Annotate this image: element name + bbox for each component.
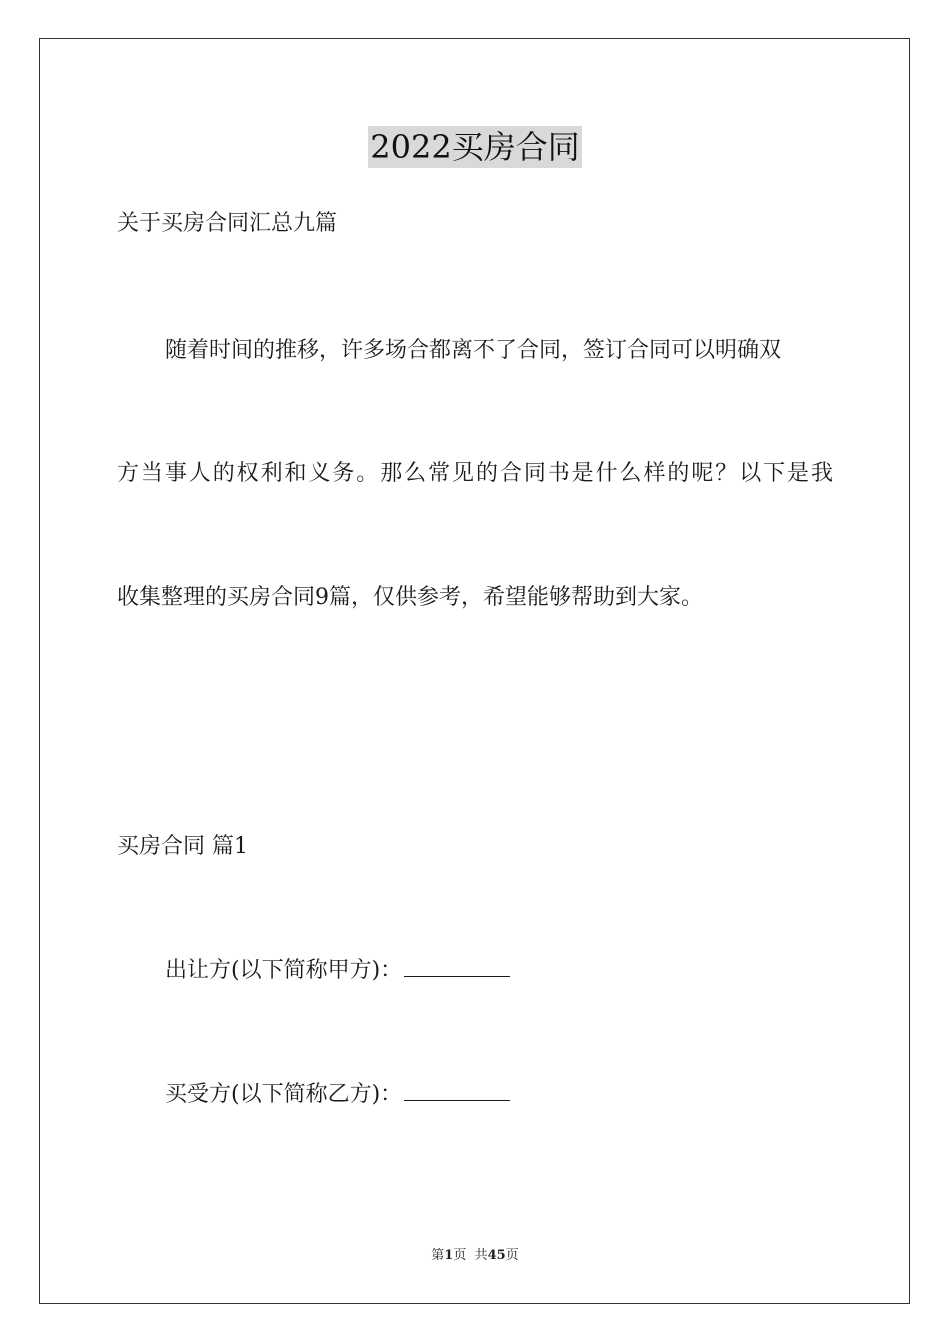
party-b-blank-field[interactable]: [404, 1080, 510, 1101]
intro-paragraph-line-2: 方当事人的权利和义务。那么常见的合同书是什么样的呢？以下是我: [117, 461, 833, 486]
party-a-label: 出让方(以下简称甲方)：: [165, 958, 403, 983]
footer-page-prefix: 第: [431, 1248, 445, 1263]
party-a-row: [165, 956, 510, 986]
party-a-blank-field[interactable]: [404, 956, 510, 977]
intro-paragraph-line-3: 收集整理的买房合同9篇，仅供参考，希望能够帮助到大家。: [117, 585, 703, 610]
footer-page-suffix: 页: [505, 1248, 519, 1263]
footer-page-mid: 页 共: [453, 1248, 488, 1263]
footer-page-current: 1: [444, 1248, 454, 1263]
document-subtitle: 关于买房合同汇总九篇: [117, 211, 338, 236]
section-heading: 买房合同 篇1: [117, 834, 248, 859]
party-b-row: [165, 1080, 510, 1110]
document-title: 2022买房合同: [370, 128, 580, 166]
party-b-label: 买受方(以下简称乙方)：: [165, 1082, 403, 1107]
page-footer: [0, 1247, 950, 1265]
footer-page-total: 45: [487, 1248, 506, 1263]
title-container: [0, 126, 950, 168]
intro-paragraph-line-1: 随着时间的推移，许多场合都离不了合同，签订合同可以明确双: [165, 338, 782, 363]
